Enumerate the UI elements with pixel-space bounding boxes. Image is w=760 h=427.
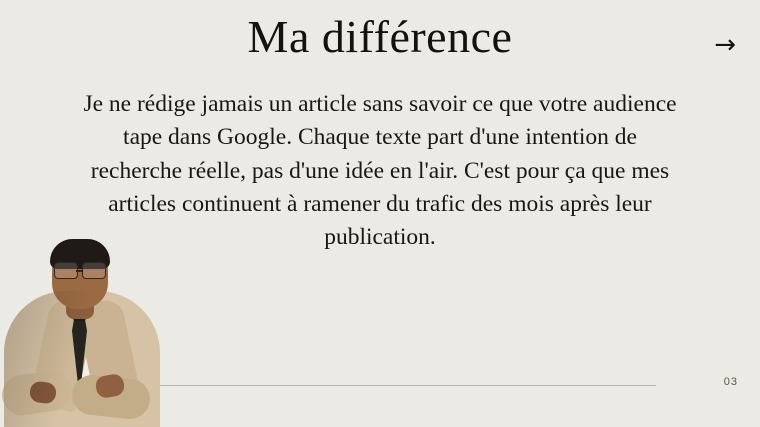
glasses-lens-left (54, 262, 78, 279)
divider (96, 385, 656, 386)
glasses-bridge (76, 270, 82, 272)
photo-shading (4, 291, 160, 427)
page-title: Ma différence (247, 11, 513, 62)
glasses-lens-right (82, 262, 106, 279)
arrow-right-icon[interactable]: → (714, 30, 736, 60)
body-paragraph: Je ne rédige jamais un article sans savoir ce que votre audience tape dans Google. Chaque texte part d'une intention de recherche réelle, pas d'une idée en l'air. C'est pour ça que mes articles continuent à ramener du trafic des mois après leur publication. (83, 91, 677, 251)
portrait-photo (0, 227, 170, 427)
page-number: 03 (723, 376, 738, 388)
